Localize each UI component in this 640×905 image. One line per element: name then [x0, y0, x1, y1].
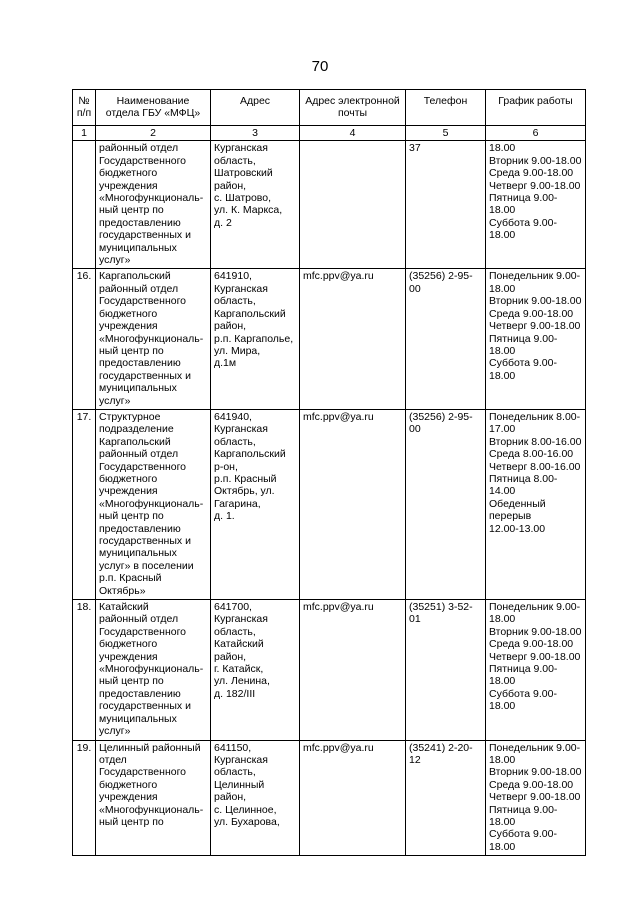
schedule: Понедельник 9.00- 18.00 Вторник 9.00-18.00 Среда 9.00-18.00 Четверг 9.00-18.00 Пятница 9.00-18.00 Суббота 9.00-18.00: [486, 600, 586, 740]
header-department-name: Наименование отдела ГБУ «МФЦ»: [96, 90, 211, 126]
row-number: 19.: [73, 740, 96, 856]
table-row: [73, 141, 586, 269]
column-numbers-row: [73, 126, 586, 141]
table-row: [73, 409, 586, 599]
header-schedule: График работы: [486, 90, 586, 126]
schedule: 18.00 Вторник 9.00-18.00 Среда 9.00-18.00 Четверг 9.00-18.00 Пятница 9.00-18.00 Суббота 9.00-18.00: [486, 141, 586, 269]
department-name: Структурное подразделение Каргапольский районный отдел Государственного бюджетного учреждения «Многофункциональ- ный центр по предоставлению государственных и муниципальных услуг» в поселении р.п. Красный Октябрь»: [96, 409, 211, 599]
header-email: Адрес электронной почты: [300, 90, 406, 126]
address: 641150, Курганская область, Целинный район, с. Целинное, ул. Бухарова,: [211, 740, 300, 856]
column-number: 1: [73, 126, 96, 141]
department-name: Катайский районный отдел Государственного бюджетного учреждения «Многофункциональ- ный центр по предоставлению государственных и муниципальных услуг»: [96, 600, 211, 740]
column-number: 5: [406, 126, 486, 141]
schedule: Понедельник 8.00- 17.00 Вторник 8.00-16.00 Среда 8.00-16.00 Четверг 8.00-16.00 Пятница 8.00-14.00 Обеденный перерыв 12.00-13.00: [486, 409, 586, 599]
department-name: Каргапольский районный отдел Государственного бюджетного учреждения «Многофункциональ- ный центр по предоставлению государственных и муниципальных услуг»: [96, 269, 211, 409]
mfc-departments-table: [72, 89, 586, 856]
table-row: [73, 740, 586, 856]
table-row: [73, 600, 586, 740]
header-number: № п/п: [73, 90, 96, 126]
column-number: 6: [486, 126, 586, 141]
email: mfc.ppv@ya.ru: [300, 600, 406, 740]
schedule: Понедельник 9.00- 18.00 Вторник 9.00-18.00 Среда 9.00-18.00 Четверг 9.00-18.00 Пятница 9.00-18.00 Суббота 9.00-18.00: [486, 269, 586, 409]
table-row: [73, 269, 586, 409]
email: mfc.ppv@ya.ru: [300, 740, 406, 856]
department-name: районный отдел Государственного бюджетного учреждения «Многофункциональ- ный центр по предоставлению государственных и муниципальных услуг»: [96, 141, 211, 269]
phone: (35256) 2-95- 00: [406, 269, 486, 409]
address: 641700, Курганская область, Катайский район, г. Катайск, ул. Ленина, д. 182/III: [211, 600, 300, 740]
address: 641940, Курганская область, Каргапольский р-он, р.п. Красный Октябрь, ул. Гагарина, д. 1.: [211, 409, 300, 599]
column-number: 3: [211, 126, 300, 141]
address: Курганская область, Шатровский район, с. Шатрово, ул. К. Маркса, д. 2: [211, 141, 300, 269]
phone: (35251) 3-52- 01: [406, 600, 486, 740]
email: mfc.ppv@ya.ru: [300, 409, 406, 599]
phone: 37: [406, 141, 486, 269]
header-phone: Телефон: [406, 90, 486, 126]
address: 641910, Курганская область, Каргапольский район, р.п. Каргаполье, ул. Мира, д.1м: [211, 269, 300, 409]
row-number: [73, 141, 96, 269]
row-number: 18.: [73, 600, 96, 740]
header-address: Адрес: [211, 90, 300, 126]
row-number: 16.: [73, 269, 96, 409]
email: mfc.ppv@ya.ru: [300, 269, 406, 409]
page-number: 70: [311, 58, 329, 75]
header-row: [73, 90, 586, 126]
phone: (35256) 2-95- 00: [406, 409, 486, 599]
phone: (35241) 2-20- 12: [406, 740, 486, 856]
email: [300, 141, 406, 269]
column-number: 4: [300, 126, 406, 141]
row-number: 17.: [73, 409, 96, 599]
schedule: Понедельник 9.00- 18.00 Вторник 9.00-18.00 Среда 9.00-18.00 Четверг 9.00-18.00 Пятница 9.00-18.00 Суббота 9.00-18.00: [486, 740, 586, 856]
department-name: Целинный районный отдел Государственного бюджетного учреждения «Многофункциональ- ный центр по: [96, 740, 211, 856]
column-number: 2: [96, 126, 211, 141]
